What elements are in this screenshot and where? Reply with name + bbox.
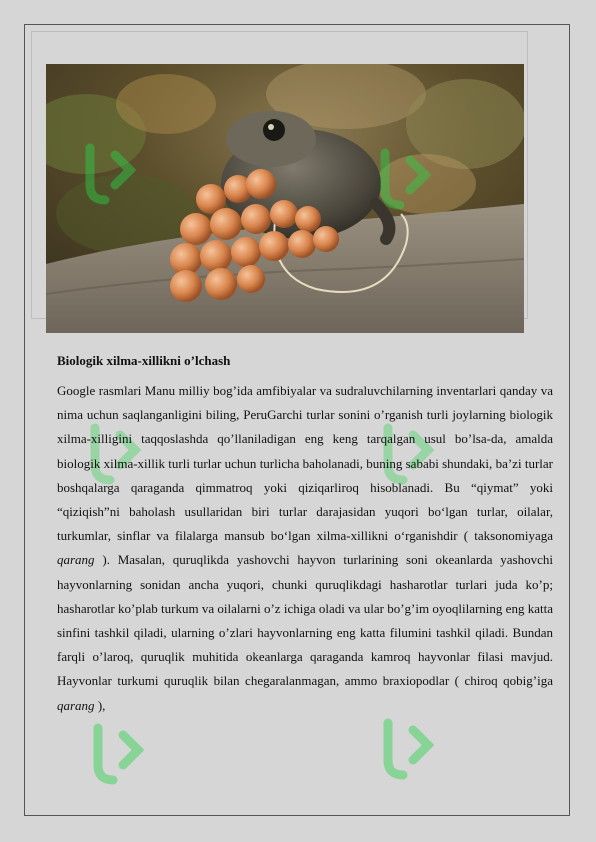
paragraph-text-2: ). Masalan, quruqlikda yashovchi hayvon turlarining soni okeanlarda yashovchi hayvonlarning sonidan ancha yuqori, chunki quruqlikdagi hasharotlar turlari juda ko’p; hasharotlar ko’plab turkum va oilalarni o’z ichiga oladi va ular bo’g’im oyoqlilarning eng katta sinfini tashkil qiladi, ularning o’zlari hayvonlarning eng katta filumini tashkil qiladi. Bundan farqli o’laroq, quruqlik muhitida okeanlarga qaraganda kamroq hayvonlar filasi mavjud. Hayvonlar turkumi quruqlik bilan chegaralanmagan, ammo braxiopodlar ( chiroq qobig’iga: [57, 552, 553, 689]
see-also-link[interactable]: qarang: [57, 697, 95, 713]
section-heading: Biologik xilma-xillikni o’lchash: [57, 353, 231, 368]
paragraph-text-1: Google rasmlari Manu milliy bog’ida amfibiyalar va sudraluvchilarning inventarlari qanday va nima uchun saqlanganligini biling, PeruGarchi turlar sonini o’rganish turli joylarning biologik xilma-xilligini taqqoslashda qo’llaniladigan eng keng tarqalgan usul bo’lsa-da, amalda biologik xilma-xillik turli turlar uchun turlicha baholanadi, buning sababi shundaki, ba’zi turlar boshqalarga qaraganda qimmatroq yoki qiziqarliroq hisoblanadi. Bu “qiymat” yoki “qiziqish”ni baholash usullaridan biri turlar darajasidan yuqori bo‘lgan turlar, oilalar, turkumlar, sinflar va filalarga mansub bo‘lgan xilma-xillikni o‘rganishdir ( taksonomiyaga: [57, 383, 553, 544]
paragraph-text-3: ),: [94, 697, 106, 713]
toad-photo: [46, 64, 524, 333]
body-paragraph: [57, 379, 553, 718]
see-also-link[interactable]: qarang: [57, 552, 95, 568]
